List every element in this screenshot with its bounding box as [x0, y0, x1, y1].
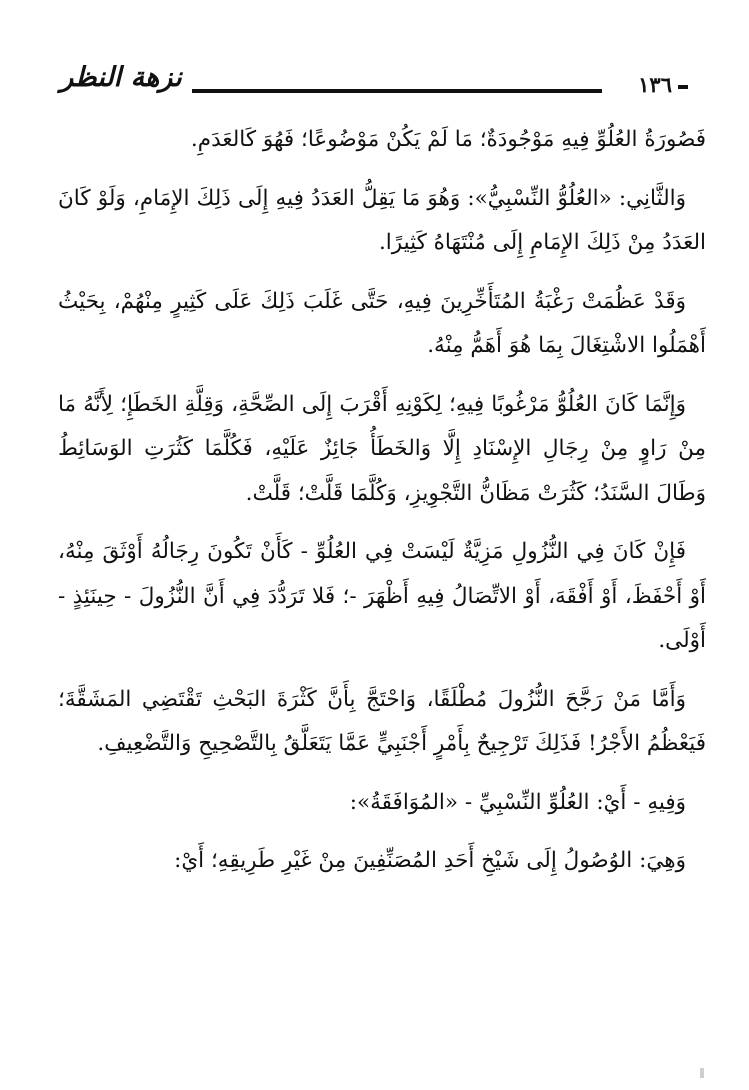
page-number-text: ١٣٦ [638, 72, 672, 97]
paragraph-8: وَهِيَ: الوُصُولُ إِلَى شَيْخِ أَحَدِ المُصَنِّفِينَ مِنْ غَيْرِ طَرِيقِهِ؛ أَيْ: [174, 848, 686, 873]
book-title: نزهة النظر [60, 62, 182, 93]
page-body [58, 118, 706, 898]
scan-mark [700, 1068, 704, 1078]
paragraph-4: وَإِنَّمَا كَانَ العُلُوُّ مَرْغُوبًا فِيهِ؛ لِكَوْنِهِ أَقْرَبَ إِلَى الصِّحَّةِ، وَقِلَّةِ الخَطَإِ؛ لِأَنَّهُ مَا مِنْ رَاوٍ مِنْ رِجَالِ الإِسْنَادِ إِلَّا وَالخَطَأُ جَائِزٌ عَلَيْهِ، فَكُلَّمَا كَثُرَتِ الوَسَائِطُ وَطَالَ السَّنَدُ؛ كَثُرَتْ مَظَانُّ التَّجْوِيزِ، وَكُلَّمَا قَلَّتْ؛ قَلَّتْ. [58, 391, 706, 506]
header-rule [192, 89, 602, 93]
paragraph-6: وَأَمَّا مَنْ رَجَّحَ النُّزُولَ مُطْلَقًا، وَاحْتَجَّ بِأَنَّ كَثْرَةَ البَحْثِ تَقْتَضِي المَشَقَّةَ؛ فَيَعْظُمُ الأَجْرُ! فَذَلِكَ تَرْجِيحٌ بِأَمْرٍ أَجْنَبِيٍّ عَمَّا يَتَعَلَّقُ بِالتَّصْحِيحِ وَالتَّضْعِيفِ. [58, 686, 706, 756]
paragraph-2: وَالثَّانِي: «العُلُوُّ النِّسْبِيُّ»: وَهُوَ مَا يَقِلُّ العَدَدُ فِيهِ إِلَى ذَلِكَ الإِمَامِ، وَلَوْ كَانَ العَدَدُ مِنْ ذَلِكَ الإِمَامِ إِلَى مُنْتَهَاهُ كَثِيرًا. [58, 185, 706, 255]
page-header [58, 62, 698, 112]
page-number-dash [678, 85, 688, 89]
paragraph-5: فَإِنْ كَانَ فِي النُّزُولِ مَزِيَّةٌ لَيْسَتْ فِي العُلُوِّ - كَأَنْ تَكُونَ رِجَالُهُ أَوْثَقَ مِنْهُ، أَوْ أَحْفَظَ، أَوْ أَفْقَهَ، أَوْ الاتِّصَالُ فِيهِ أَظْهَرَ -؛ فَلا تَرَدُّدَ فِي أَنَّ النُّزُولَ - حِينَئِذٍ - أَوْلَى. [58, 539, 706, 653]
paragraph-3: وَقَدْ عَظُمَتْ رَغْبَةُ المُتَأَخِّرِينَ فِيهِ، حَتَّى غَلَبَ ذَلِكَ عَلَى كَثِيرٍ مِنْهُمْ، بِحَيْثُ أَهْمَلُوا الاشْتِغَالَ بِمَا هُوَ أَهَمُّ مِنْهُ. [58, 288, 706, 358]
paragraph-1: فَصُورَةُ العُلُوِّ فِيهِ مَوْجُودَةٌ؛ مَا لَمْ يَكُنْ مَوْضُوعًا؛ فَهُوَ كَالعَدَمِ. [190, 127, 706, 152]
page-number [638, 72, 688, 97]
paragraph-7: وَفِيهِ - أَيْ: العُلُوِّ النِّسْبِيِّ - «المُوَافَقَةُ»: [349, 789, 686, 815]
